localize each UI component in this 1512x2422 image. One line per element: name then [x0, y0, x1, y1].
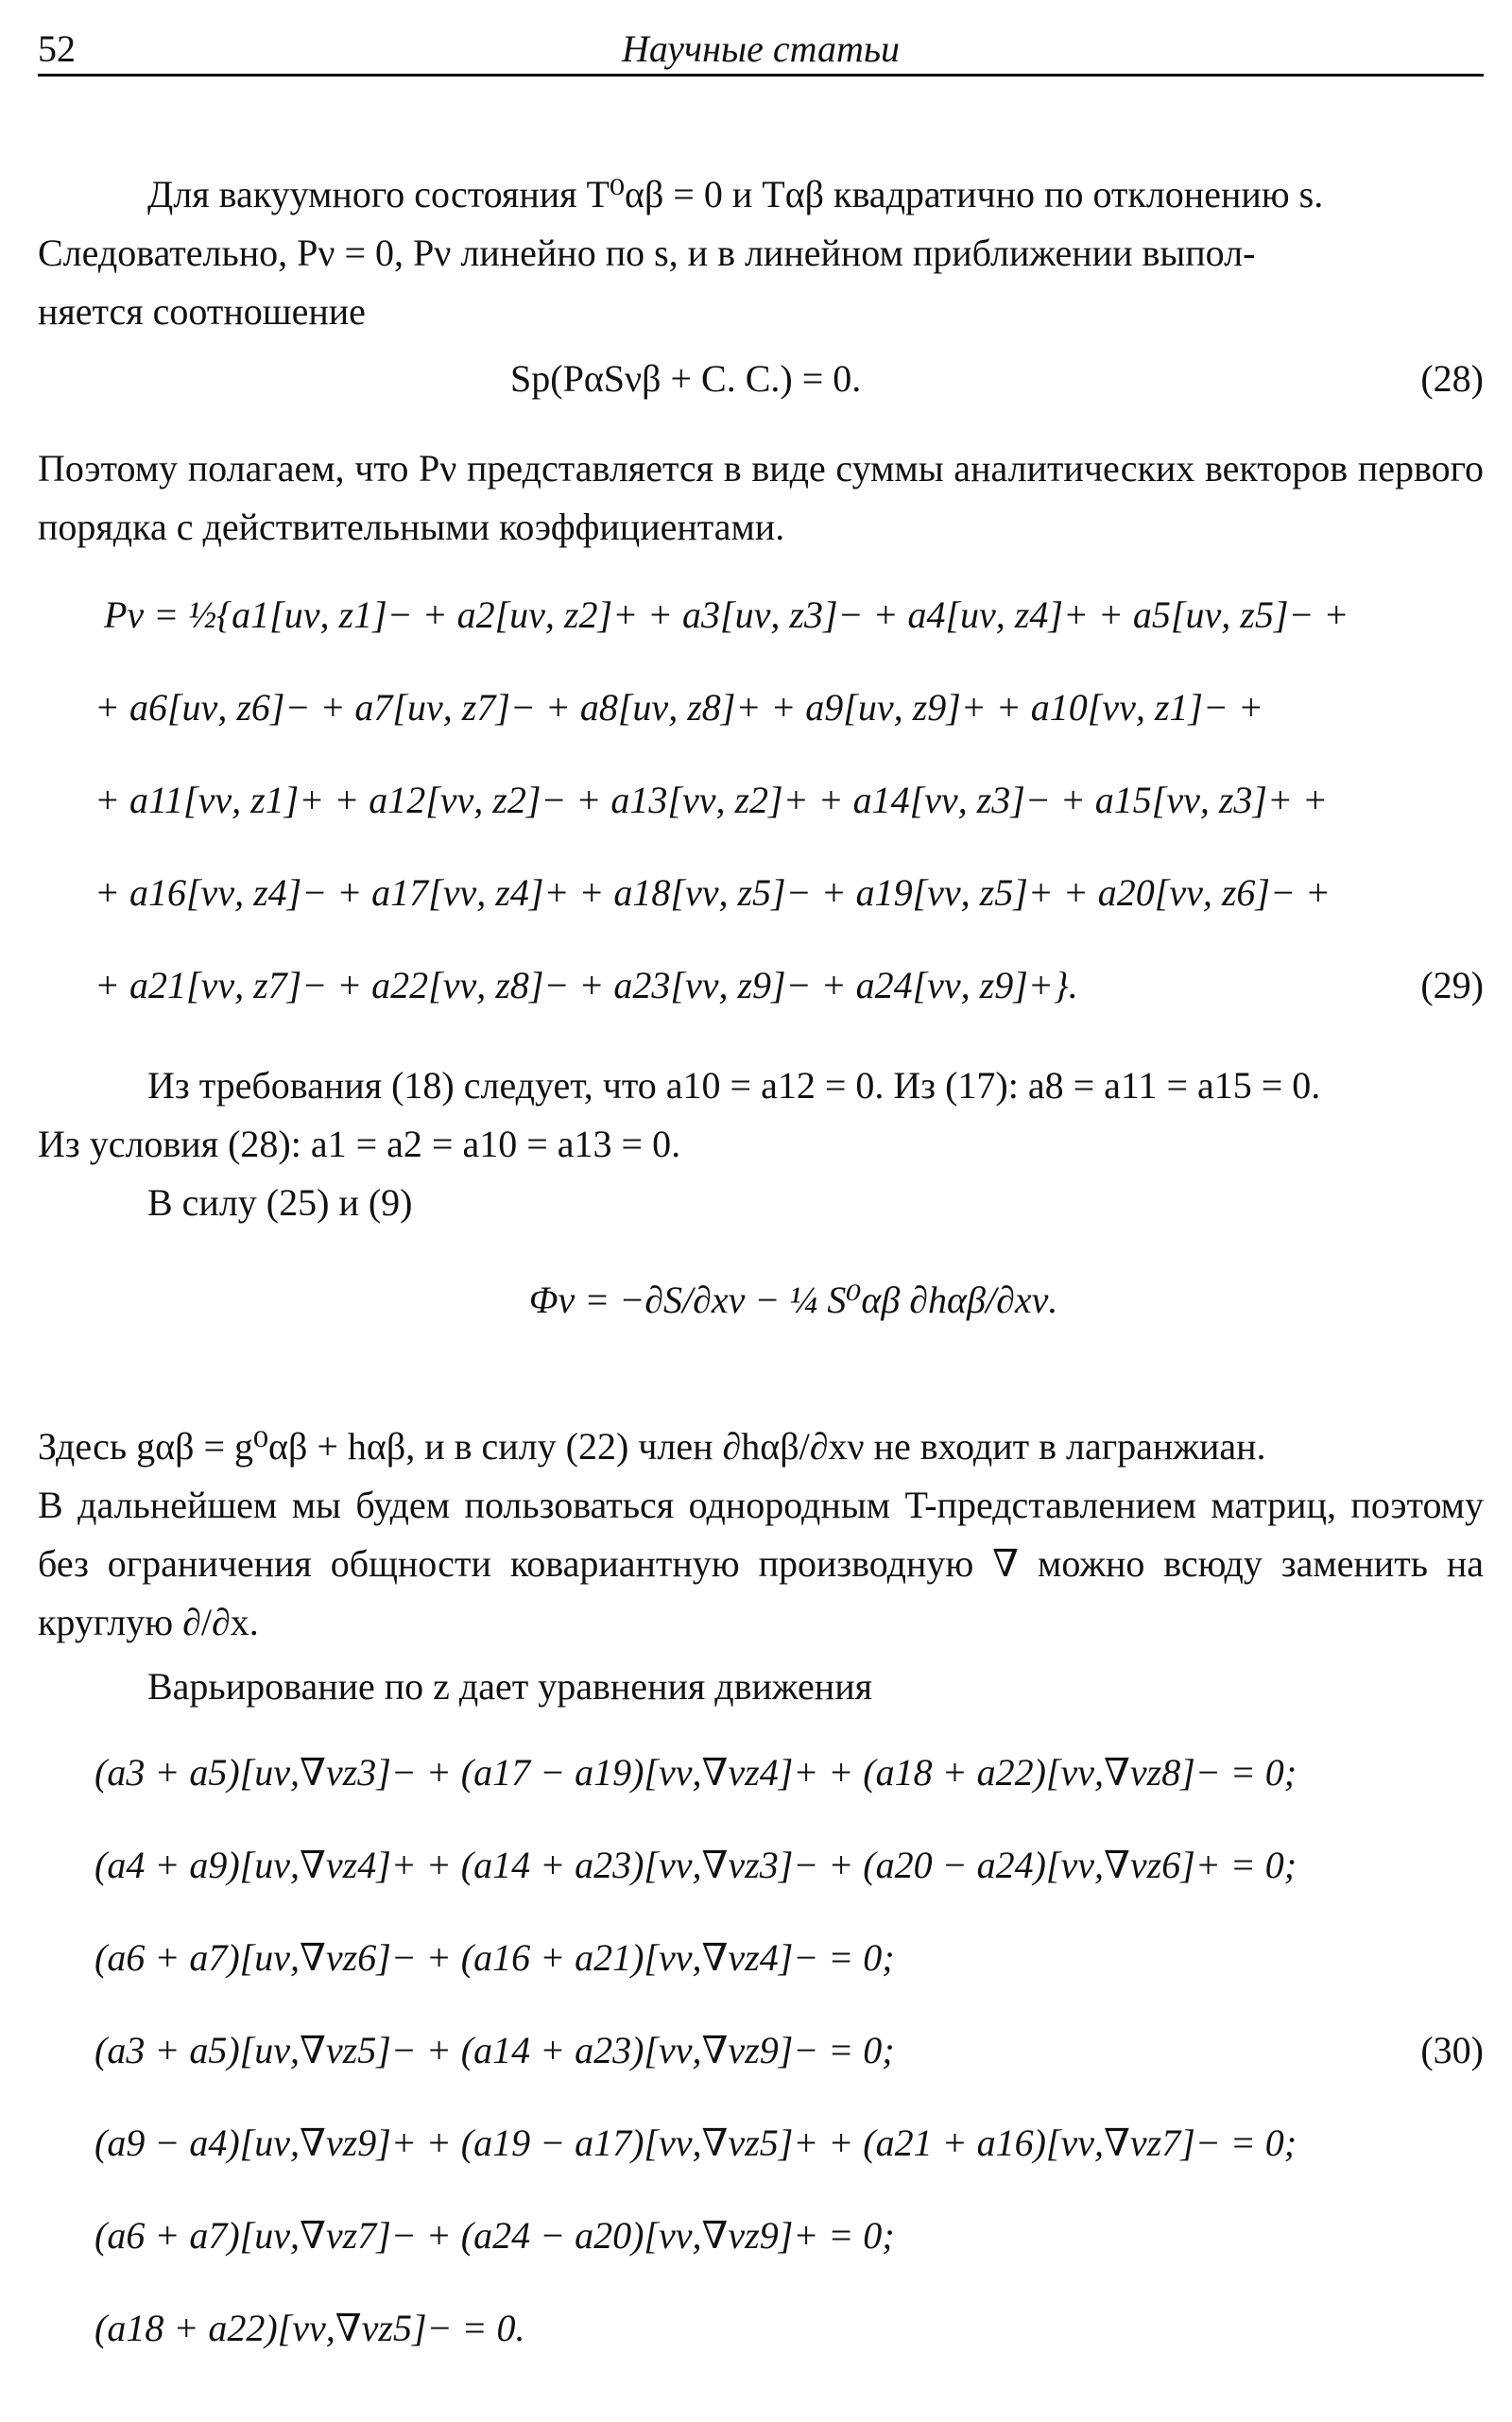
equation-30-line-1: (a3 + a5)[uν,∇νz3]− + (a17 − a19)[vν,∇νz4]+ + (a18 + a22)[vν,∇νz8]− = 0;: [94, 1751, 1297, 1794]
paragraph-6: Варьирование по z дает уравнения движения: [147, 1665, 872, 1708]
paragraph-3-line-2: Из условия (28): a1 = a2 = a10 = a13 = 0.: [38, 1123, 681, 1165]
equation-30-line-4: (a3 + a5)[uν,∇νz5]− + (a14 + a23)[vν,∇νz9]− = 0;: [94, 2029, 895, 2071]
page-number: 52: [38, 27, 76, 70]
running-head: Научные статьи: [621, 27, 901, 70]
equation-30-number: (30): [1420, 2029, 1484, 2071]
equation-29-line-4: + a16[vν, z4]− + a17[vν, z4]+ + a18[vν, z5]− + a19[vν, z5]+ + a20[vν, z6]− +: [94, 871, 1331, 914]
equation-29-line-3: + a11[vν, z1]+ + a12[vν, z2]− + a13[vν, z2]+ + a14[vν, z3]− + a15[vν, z3]+ +: [94, 779, 1328, 821]
equation-28-number: (28): [1420, 357, 1484, 400]
paragraph-4: В силу (25) и (9): [147, 1181, 413, 1224]
equation-29-line-5: + a21[vν, z7]− + a22[vν, z8]− + a23[vν, z9]− + a24[vν, z9]+}.: [94, 964, 1078, 1006]
equation-30-line-2: (a4 + a9)[uν,∇νz4]+ + (a14 + a23)[vν,∇νz3]− + (a20 − a24)[vν,∇νz6]+ = 0;: [94, 1844, 1297, 1886]
paragraph-2: Поэтому полагаем, что Pν представляется в виде суммы аналитических векторов первого порядка с действительными коэффициентами.: [38, 447, 1484, 548]
equation-30-line-6: (a6 + a7)[uν,∇νz7]− + (a24 − a20)[vν,∇νz9]+ = 0;: [94, 2214, 895, 2257]
equation-29-line-1: Pν = ½{a1[uν, z1]− + a2[uν, z2]+ + a3[uν, z3]− + a4[uν, z4]+ + a5[uν, z5]− +: [104, 593, 1349, 636]
equation-29-line-2: + a6[uν, z6]− + a7[uν, z7]− + a8[uν, z8]+ + a9[uν, z9]+ + a10[vν, z1]− +: [94, 686, 1263, 729]
page-header: [38, 19, 1484, 77]
equation-30-line-5: (a9 − a4)[uν,∇νz9]+ + (a19 − a17)[vν,∇νz5]+ + (a21 + a16)[vν,∇νz7]− = 0;: [94, 2121, 1297, 2164]
paragraph-5-rest: В дальнейшем мы будем пользоваться однородным T-представлением матриц, поэтому без ограничения общности ковариантную производную ∇ можно всюду заменить на круглую ∂/∂x.: [38, 1484, 1484, 1643]
paragraph-1-line-3: няется соотношение: [38, 290, 366, 333]
paragraph-1-line-1: Для вакуумного состояния T⁰αβ = 0 и Tαβ квадратично по отклонению s.: [147, 173, 1324, 215]
equation-30-line-7: (a18 + a22)[vν,∇νz5]− = 0.: [94, 2307, 525, 2349]
equation-phi: Φν = −∂S/∂xν − ¼ S⁰αβ ∂hαβ/∂xν.: [529, 1279, 1058, 1321]
equation-28: Sp(PαSνβ + C. C.) = 0.: [510, 357, 862, 400]
equation-30-line-3: (a6 + a7)[uν,∇νz6]− + (a16 + a21)[vν,∇νz4]− = 0;: [94, 1936, 895, 1979]
equation-29-number: (29): [1420, 964, 1484, 1006]
paragraph-3-line-1: Из требования (18) следует, что a10 = a12 = 0. Из (17): a8 = a11 = a15 = 0.: [147, 1064, 1321, 1107]
paragraph-5-line-1: Здесь gαβ = g⁰αβ + hαβ, и в силу (22) член ∂hαβ/∂xν не входит в лагранжиан.: [38, 1425, 1266, 1468]
paragraph-1-line-2: Следовательно, Pν = 0, Pν линейно по s, и в линейном приближении выпол-: [38, 232, 1256, 274]
